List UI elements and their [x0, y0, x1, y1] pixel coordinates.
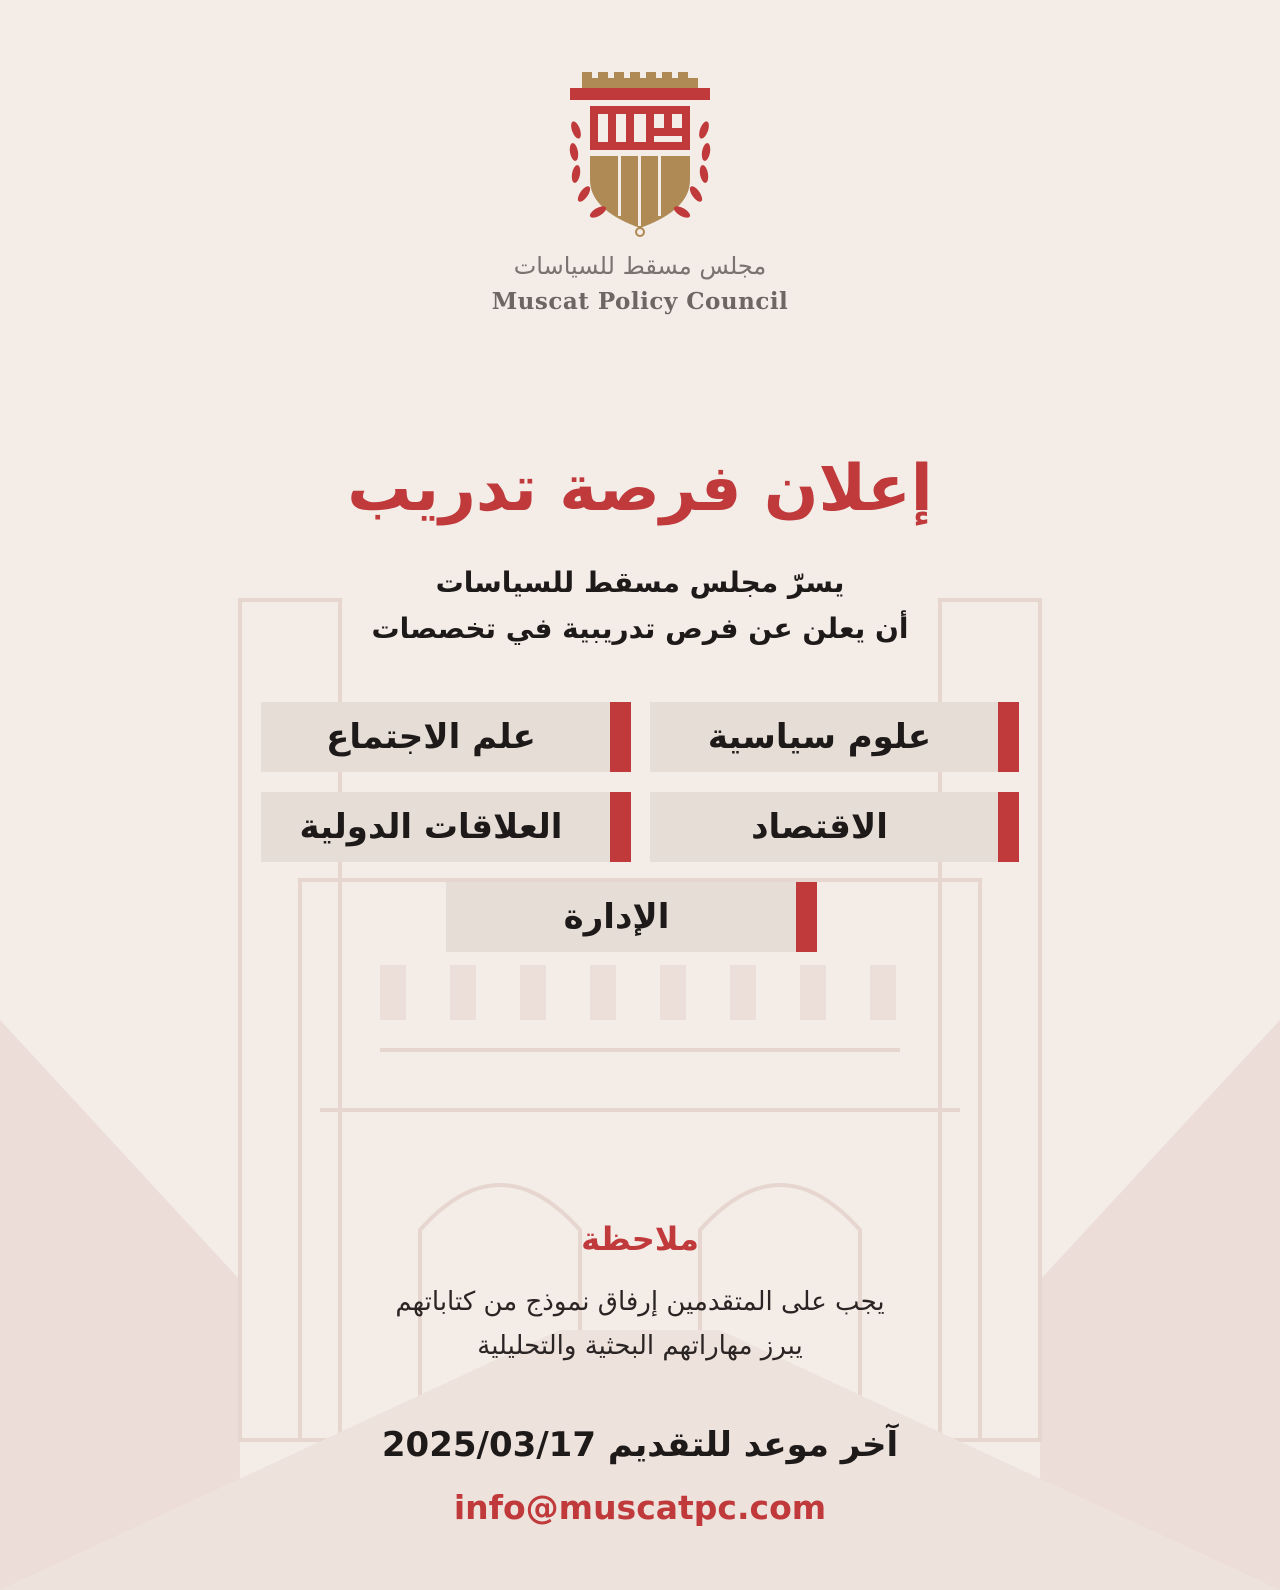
intro-line-2: أن يعلن عن فرص تدريبية في تخصصات [371, 612, 909, 645]
org-name-english: Muscat Policy Council [491, 288, 789, 315]
announcement-title: إعلان فرصة تدريب [347, 452, 933, 526]
specialization-accent-bar [610, 702, 631, 772]
specialization-item-political-science [650, 702, 1019, 772]
specialization-label: علم الاجتماع [326, 717, 536, 757]
specialization-item-sociology [261, 702, 631, 772]
contact-email-link[interactable]: info@muscatpc.com [453, 1488, 827, 1527]
specialization-accent-bar [998, 702, 1019, 772]
org-name-arabic: مجلس مسقط للسياسات [513, 252, 767, 280]
application-deadline: آخر موعد للتقديم 2025/03/17 [381, 1425, 899, 1465]
council-logo [0, 70, 1280, 244]
specialization-label: الإدارة [563, 897, 670, 937]
specialization-item-international-relations [261, 792, 631, 862]
intro-line-1: يسرّ مجلس مسقط للسياسات [435, 566, 845, 599]
specialization-label: العلاقات الدولية [299, 807, 563, 847]
note-line-2: يبرز مهاراتهم البحثية والتحليلية [477, 1331, 803, 1361]
specialization-accent-bar [998, 792, 1019, 862]
note-text [0, 1280, 1280, 1368]
specialization-item-administration [446, 882, 817, 952]
specialization-label: علوم سياسية [707, 717, 932, 757]
note-title: ملاحظة [581, 1220, 699, 1258]
announcement-intro [0, 560, 1280, 652]
specialization-item-economics [650, 792, 1019, 862]
note-line-1: يجب على المتقدمين إرفاق نموذج من كتاباتهم [395, 1287, 885, 1317]
specialization-accent-bar [610, 792, 631, 862]
council-emblem-icon [560, 70, 720, 240]
specialization-accent-bar [796, 882, 817, 952]
specialization-label: الاقتصاد [751, 807, 888, 847]
